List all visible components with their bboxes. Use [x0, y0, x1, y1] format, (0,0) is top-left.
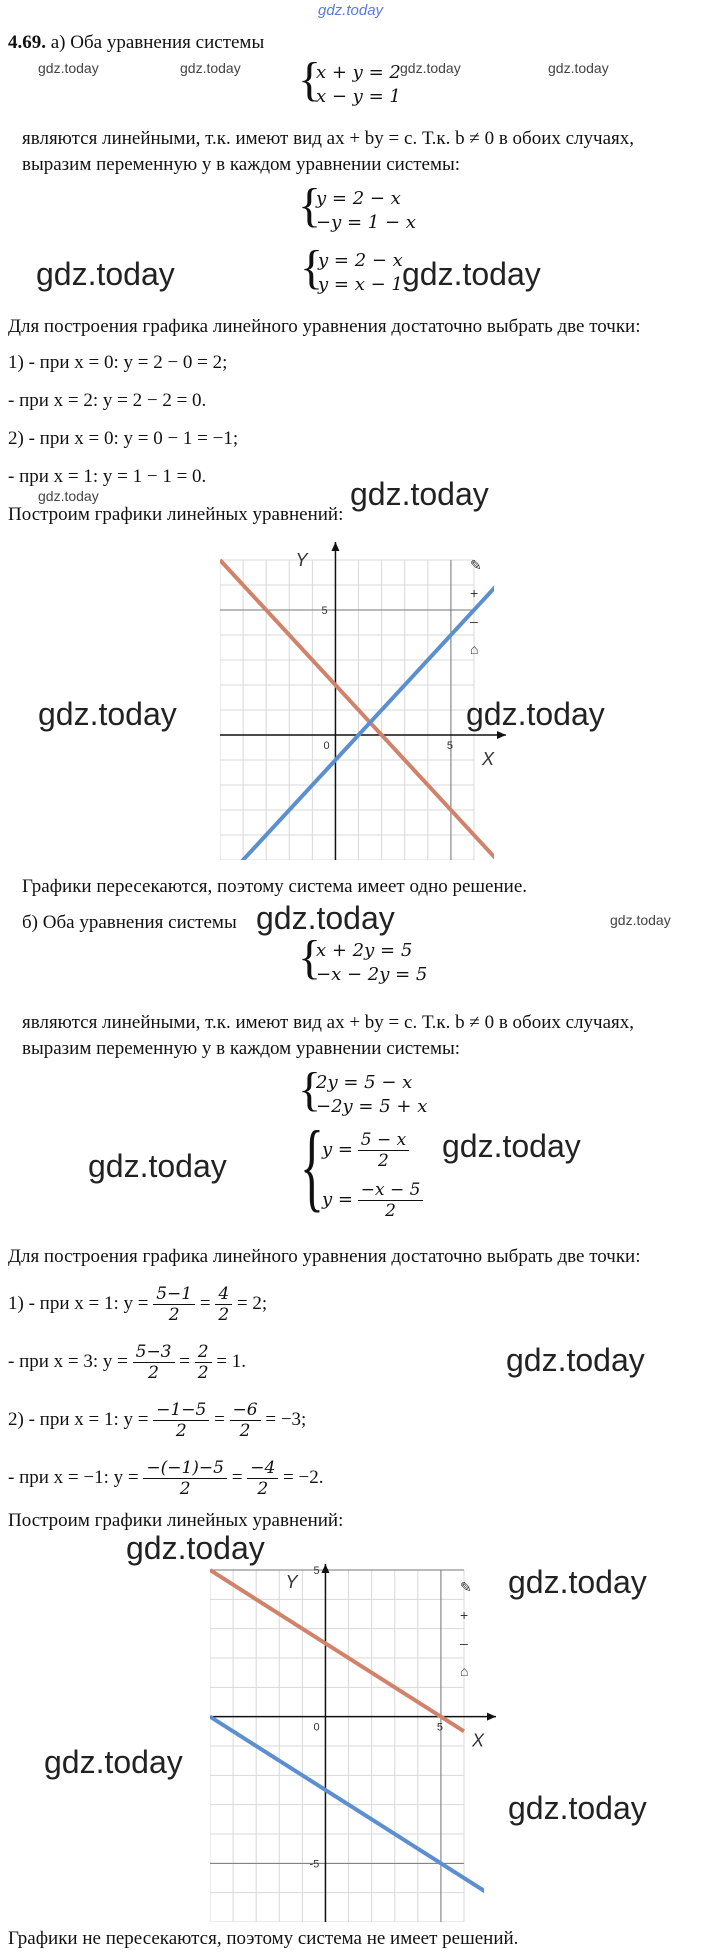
- watermark: gdz.today: [610, 912, 671, 928]
- toolbar-tool-icon: –: [470, 613, 478, 629]
- toolbar-tool-icon: –: [460, 1635, 468, 1651]
- express-note-a: выразим переменную y в каждом уравнении системы:: [22, 154, 461, 175]
- equation: −2y = 5 + x: [316, 1096, 428, 1117]
- watermark: gdz.today: [126, 1530, 265, 1566]
- x-axis-label: X: [472, 1730, 485, 1751]
- watermark: gdz.today: [402, 256, 541, 292]
- y-tick-label: -5: [309, 1858, 320, 1871]
- y-axis-label: Y: [295, 550, 308, 570]
- toolbar-tool-icon: ⌂: [460, 1663, 469, 1679]
- equation: x + 2y = 5: [316, 940, 413, 961]
- equation: y = 2 − x: [318, 250, 403, 271]
- watermark: gdz.today: [508, 1564, 647, 1600]
- conclusion-a: Графики пересекаются, поэтому система имеет одно решение.: [22, 876, 528, 897]
- equation: y = $\frac{5 - x}{2}$: [322, 1130, 409, 1171]
- linear-note-a: являются линейными, т.к. имеют вид ax + by = c. Т.к. b ≠ 0 в обоих случаях,: [22, 128, 635, 149]
- toolbar-tool-icon: ⌂: [470, 641, 479, 657]
- x-axis-label: X: [482, 749, 495, 769]
- y-tick-label: 5: [321, 605, 328, 617]
- watermark: gdz.today: [38, 60, 99, 76]
- fraction: $\frac{5 - x}{2}$: [358, 1130, 409, 1171]
- build-graphs-a: Построим графики линейных уравнений:: [8, 504, 344, 525]
- brace-icon: {: [298, 1063, 322, 1116]
- point-line: - при x = −1: y = $\frac{-(-1)-5}{2}$ = $\frac{-4}{2}$ = −2.: [8, 1458, 324, 1499]
- point-line: - при x = 1: y = 1 − 1 = 0.: [8, 466, 207, 487]
- watermark: gdz.today: [44, 1744, 183, 1780]
- brace-icon: {: [298, 53, 322, 106]
- equation: x − y = 1: [316, 86, 401, 107]
- equation: y = x − 1: [318, 274, 403, 295]
- brace-icon: {: [300, 1110, 324, 1221]
- equation: y = $\frac{-x - 5}{2}$: [322, 1180, 423, 1221]
- watermark: gdz.today: [508, 1790, 647, 1826]
- point-line: 1) - при x = 1: y = $\frac{5-1}{2}$ = $\frac{4}{2}$ = 2;: [8, 1284, 268, 1325]
- watermark: gdz.today: [442, 1128, 581, 1164]
- watermark: gdz.today: [88, 1148, 227, 1184]
- watermark: gdz.today: [180, 60, 241, 76]
- express-note-b: выразим переменную y в каждом уравнении системы:: [22, 1038, 461, 1059]
- x-tick-label: 5: [436, 1721, 444, 1734]
- graph-b: [210, 1562, 500, 1922]
- two-points-a: Для построения графика линейного уравнения достаточно выбрать две точки:: [8, 316, 641, 337]
- watermark: gdz.today: [256, 900, 395, 936]
- brace-icon: {: [298, 931, 322, 984]
- task-number: 4.69.: [8, 32, 46, 53]
- origin-label: 0: [313, 1721, 320, 1734]
- watermark: gdz.today: [38, 696, 177, 732]
- y-tick-label: 5: [313, 1565, 320, 1577]
- graph-b-plot: [210, 1562, 500, 1922]
- linear-note-b: являются линейными, т.к. имеют вид ax + by = c. Т.к. b ≠ 0 в обоих случаях,: [22, 1012, 635, 1033]
- brace-icon: {: [300, 241, 324, 294]
- point-line: - при x = 3: y = $\frac{5-3}{2}$ = $\frac{2}{2}$ = 1.: [8, 1342, 247, 1383]
- watermark: gdz.today: [466, 696, 605, 732]
- series-line-1: [210, 1570, 464, 1731]
- equation: x + y = 2: [316, 62, 401, 83]
- y-axis-arrow-icon: [331, 542, 339, 551]
- brace-icon: {: [298, 179, 322, 232]
- x-axis-arrow-icon: [487, 1713, 496, 1721]
- toolbar-tool-icon: ✎: [460, 1579, 472, 1595]
- point-line: - при x = 2: y = 2 − 2 = 0.: [8, 390, 207, 411]
- equation: 2y = 5 − x: [316, 1072, 413, 1093]
- site-logo[interactable]: gdz.today: [318, 2, 384, 19]
- system-b3: [300, 1110, 424, 1230]
- origin-label: 0: [323, 740, 330, 752]
- watermark: gdz.today: [506, 1342, 645, 1378]
- point-line: 2) - при x = 0: y = 0 − 1 = −1;: [8, 428, 239, 449]
- x-tick-label: 5: [446, 740, 454, 752]
- build-graphs-b: Построим графики линейных уравнений:: [8, 1510, 344, 1531]
- equation: y = 2 − x: [316, 188, 401, 209]
- watermark: gdz.today: [38, 488, 99, 504]
- toolbar-tool-icon: ✎: [470, 557, 482, 573]
- conclusion-b: Графики не пересекаются, поэтому система не имеет решений.: [8, 1928, 519, 1949]
- y-axis-label: Y: [285, 1572, 298, 1592]
- point-line: 1) - при x = 0: y = 2 − 0 = 2;: [8, 352, 228, 373]
- task-header: [8, 32, 264, 54]
- part-b-intro: б) Оба уравнения системы: [22, 912, 237, 933]
- toolbar-tool-icon: +: [470, 585, 479, 601]
- point-line: 2) - при x = 1: y = $\frac{-1-5}{2}$ = $\frac{-6}{2}$ = −3;: [8, 1400, 307, 1441]
- watermark: gdz.today: [36, 256, 175, 292]
- watermark: gdz.today: [350, 476, 489, 512]
- y-axis-arrow-icon: [321, 1564, 329, 1573]
- equation: −x − 2y = 5: [316, 964, 428, 985]
- watermark: gdz.today: [548, 60, 609, 76]
- fraction: $\frac{-x - 5}{2}$: [358, 1180, 424, 1221]
- part-a-intro: а) Оба уравнения системы: [50, 32, 265, 53]
- two-points-b: Для построения графика линейного уравнения достаточно выбрать две точки:: [8, 1246, 641, 1267]
- watermark: gdz.today: [400, 60, 461, 76]
- toolbar-tool-icon: +: [460, 1607, 469, 1623]
- equation: −y = 1 − x: [316, 212, 416, 233]
